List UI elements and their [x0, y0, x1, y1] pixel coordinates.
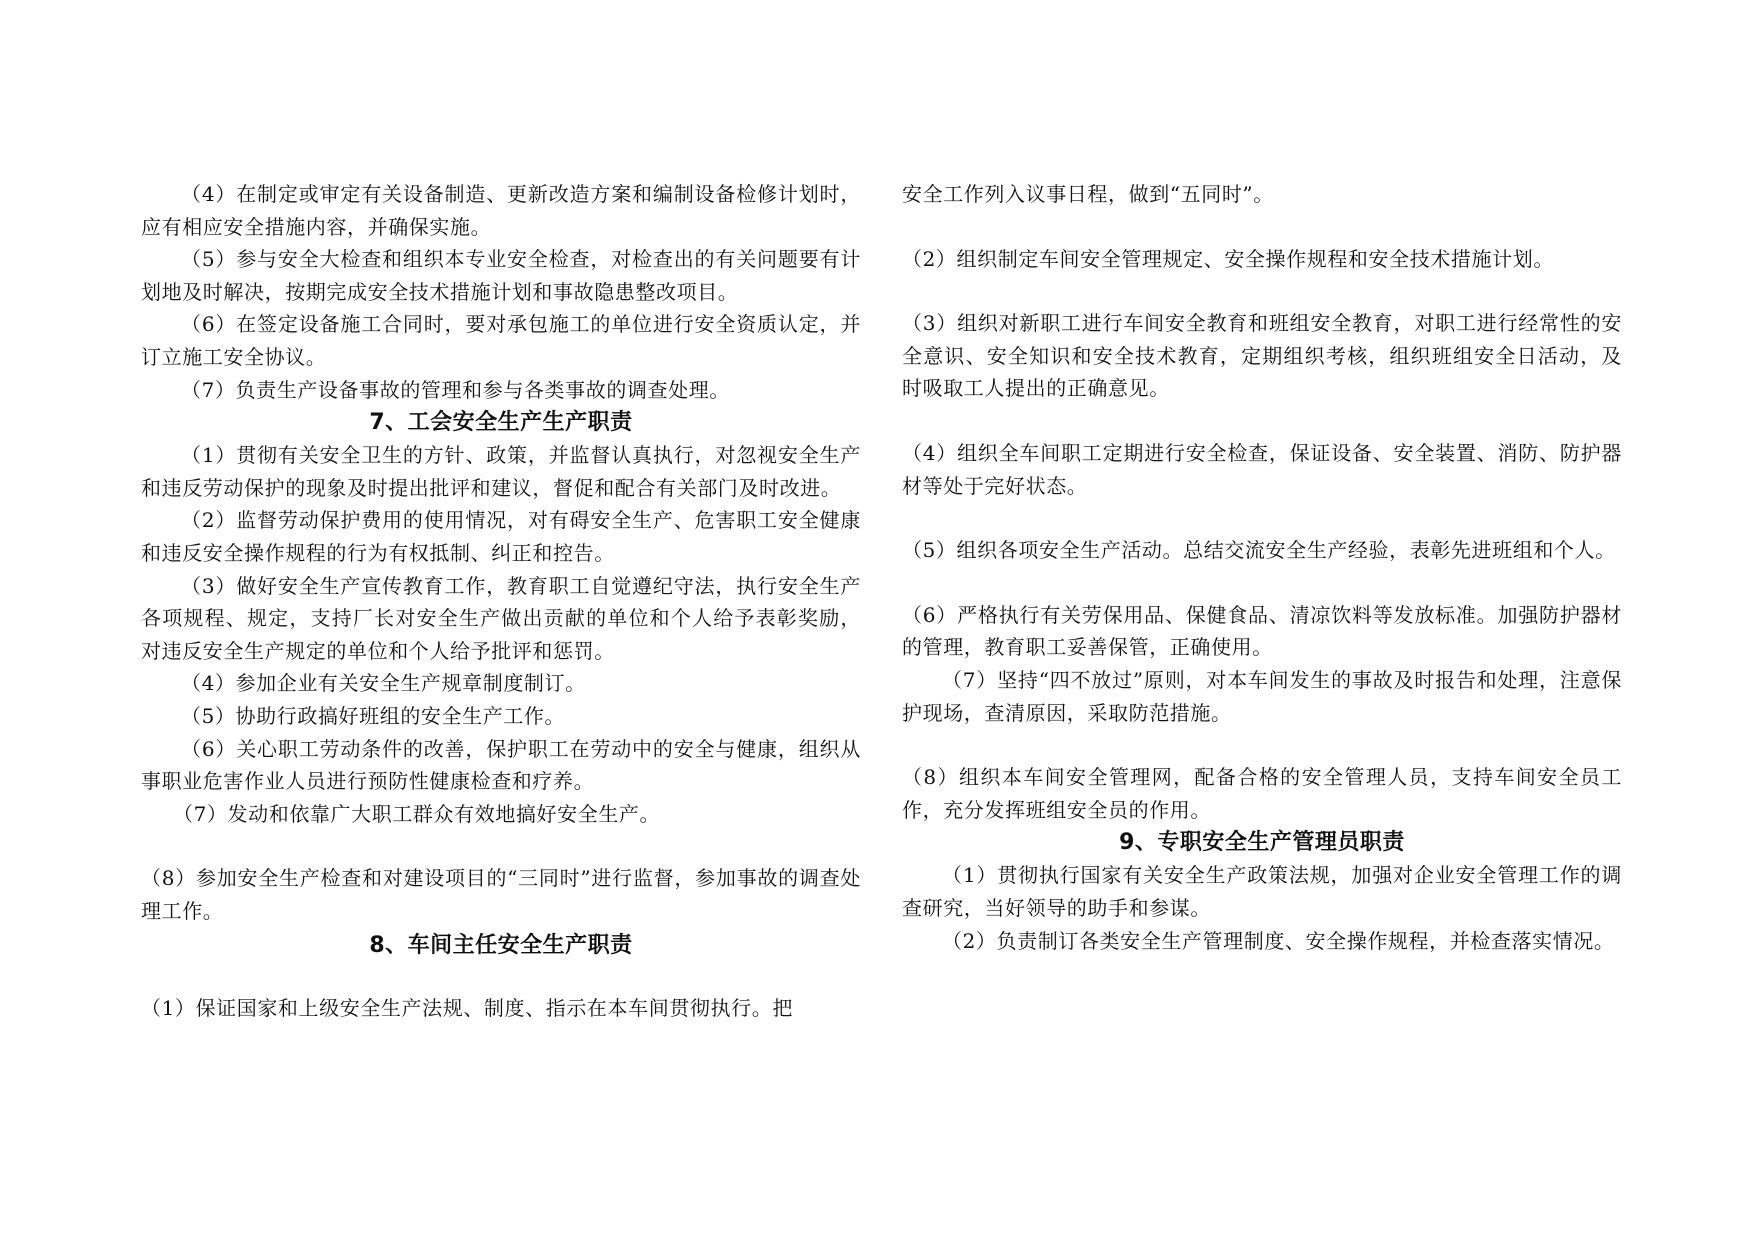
- paragraph-8-6: （6）严格执行有关劳保用品、保健食品、清凉饮料等发放标准。加强防护器材的管理，教育职工妥善保管，正确使用。: [902, 602, 1622, 660]
- paragraph-7-4: （4）参加企业有关安全生产规章制度制订。: [181, 671, 586, 696]
- left-column: [141, 178, 861, 1025]
- paragraph-9-1: （1）贯彻执行国家有关安全生产政策法规，加强对企业安全管理工作的调查研究，当好领导的助手和参谋。: [902, 863, 1622, 920]
- paragraph-7-5: （5）协助行政搞好班组的安全生产工作。: [181, 703, 566, 728]
- paragraph-9-2: （2）负责制订各类安全生产管理制度、安全操作规程，并检查落实情况。: [942, 928, 1615, 953]
- paragraph-6-5: （5）参与安全大检查和组织本专业安全检查，对检查出的有关问题要有计划地及时解决，按期完成安全技术措施计划和事故隐患整改项目。: [141, 247, 861, 304]
- section-heading-7: 7、工会安全生产生产职责: [369, 410, 633, 436]
- paragraph-6-7: （7）负责生产设备事故的管理和参与各类事故的调查处理。: [181, 377, 730, 402]
- paragraph-7-2: （2）监督劳动保护费用的使用情况，对有碍安全生产、危害职工安全健康和违反安全操作规程的行为有权抵制、纠正和控告。: [141, 508, 861, 565]
- paragraph-8-5: （5）组织各项安全生产活动。总结交流安全生产经验，表彰先进班组和个人。: [902, 538, 1616, 563]
- paragraph-7-6: （6）关心职工劳动条件的改善，保护职工在劳动中的安全与健康，组织从事职业危害作业人员进行预防性健康检查和疗养。: [141, 736, 861, 794]
- paragraph-7-7: （7）发动和依靠广大职工群众有效地搞好安全生产。: [173, 801, 661, 826]
- paragraph-8-4: （4）组织全车间职工定期进行安全检查，保证设备、安全装置、消防、防护器材等处于完好状态。: [902, 440, 1622, 498]
- paragraph-8-7: （7）坚持“四不放过”原则，对本车间发生的事故及时报告和处理，注意保护现场，查清原因，采取防范措施。: [902, 667, 1622, 725]
- paragraph-6-6: （6）在签定设备施工合同时，要对承包施工的单位进行安全资质认定，并订立施工安全协议。: [141, 312, 861, 369]
- section-heading-8: 8、车间主任安全生产职责: [369, 933, 633, 959]
- paragraph-8-1-continued: 安全工作列入议事日程，做到“五同时”。: [902, 182, 1274, 206]
- paragraph-8-8: （8）组织本车间安全管理网，配备合格的安全管理人员，支持车间安全员工作，充分发挥班组安全员的作用。: [902, 765, 1622, 822]
- paragraph-7-1: （1）贯彻有关安全卫生的方针、政策，并监督认真执行，对忽视安全生产和违反劳动保护的现象及时提出批评和建议，督促和配合有关部门及时改进。: [141, 443, 861, 500]
- paragraph-8-1: （1）保证国家和上级安全生产法规、制度、指示在本车间贯彻执行。把: [141, 996, 793, 1021]
- section-heading-9: 9、专职安全生产管理员职责: [1119, 830, 1405, 856]
- paragraph-6-4: （4）在制定或审定有关设备制造、更新改造方案和编制设备检修计划时，应有相应安全措施内容，并确保实施。: [141, 182, 861, 239]
- paragraph-8-2: （2）组织制定车间安全管理规定、安全操作规程和安全技术措施计划。: [902, 246, 1554, 271]
- right-column: [902, 178, 1622, 957]
- paragraph-8-3: （3）组织对新职工进行车间安全教育和班组安全教育，对职工进行经常性的安全意识、安全知识和安全技术教育，定期组织考核，组织班组安全日活动，及时吸取工人提出的正确意见。: [902, 311, 1622, 401]
- paragraph-7-8: （8）参加安全生产检查和对建设项目的“三同时”进行监督，参加事故的调查处理工作。: [141, 866, 861, 923]
- paragraph-7-3: （3）做好安全生产宣传教育工作，教育职工自觉遵纪守法，执行安全生产各项规程、规定，支持厂长对安全生产做出贡献的单位和个人给予表彰奖励，对违反安全生产规定的单位和个人给予批评和惩罚。: [141, 573, 861, 663]
